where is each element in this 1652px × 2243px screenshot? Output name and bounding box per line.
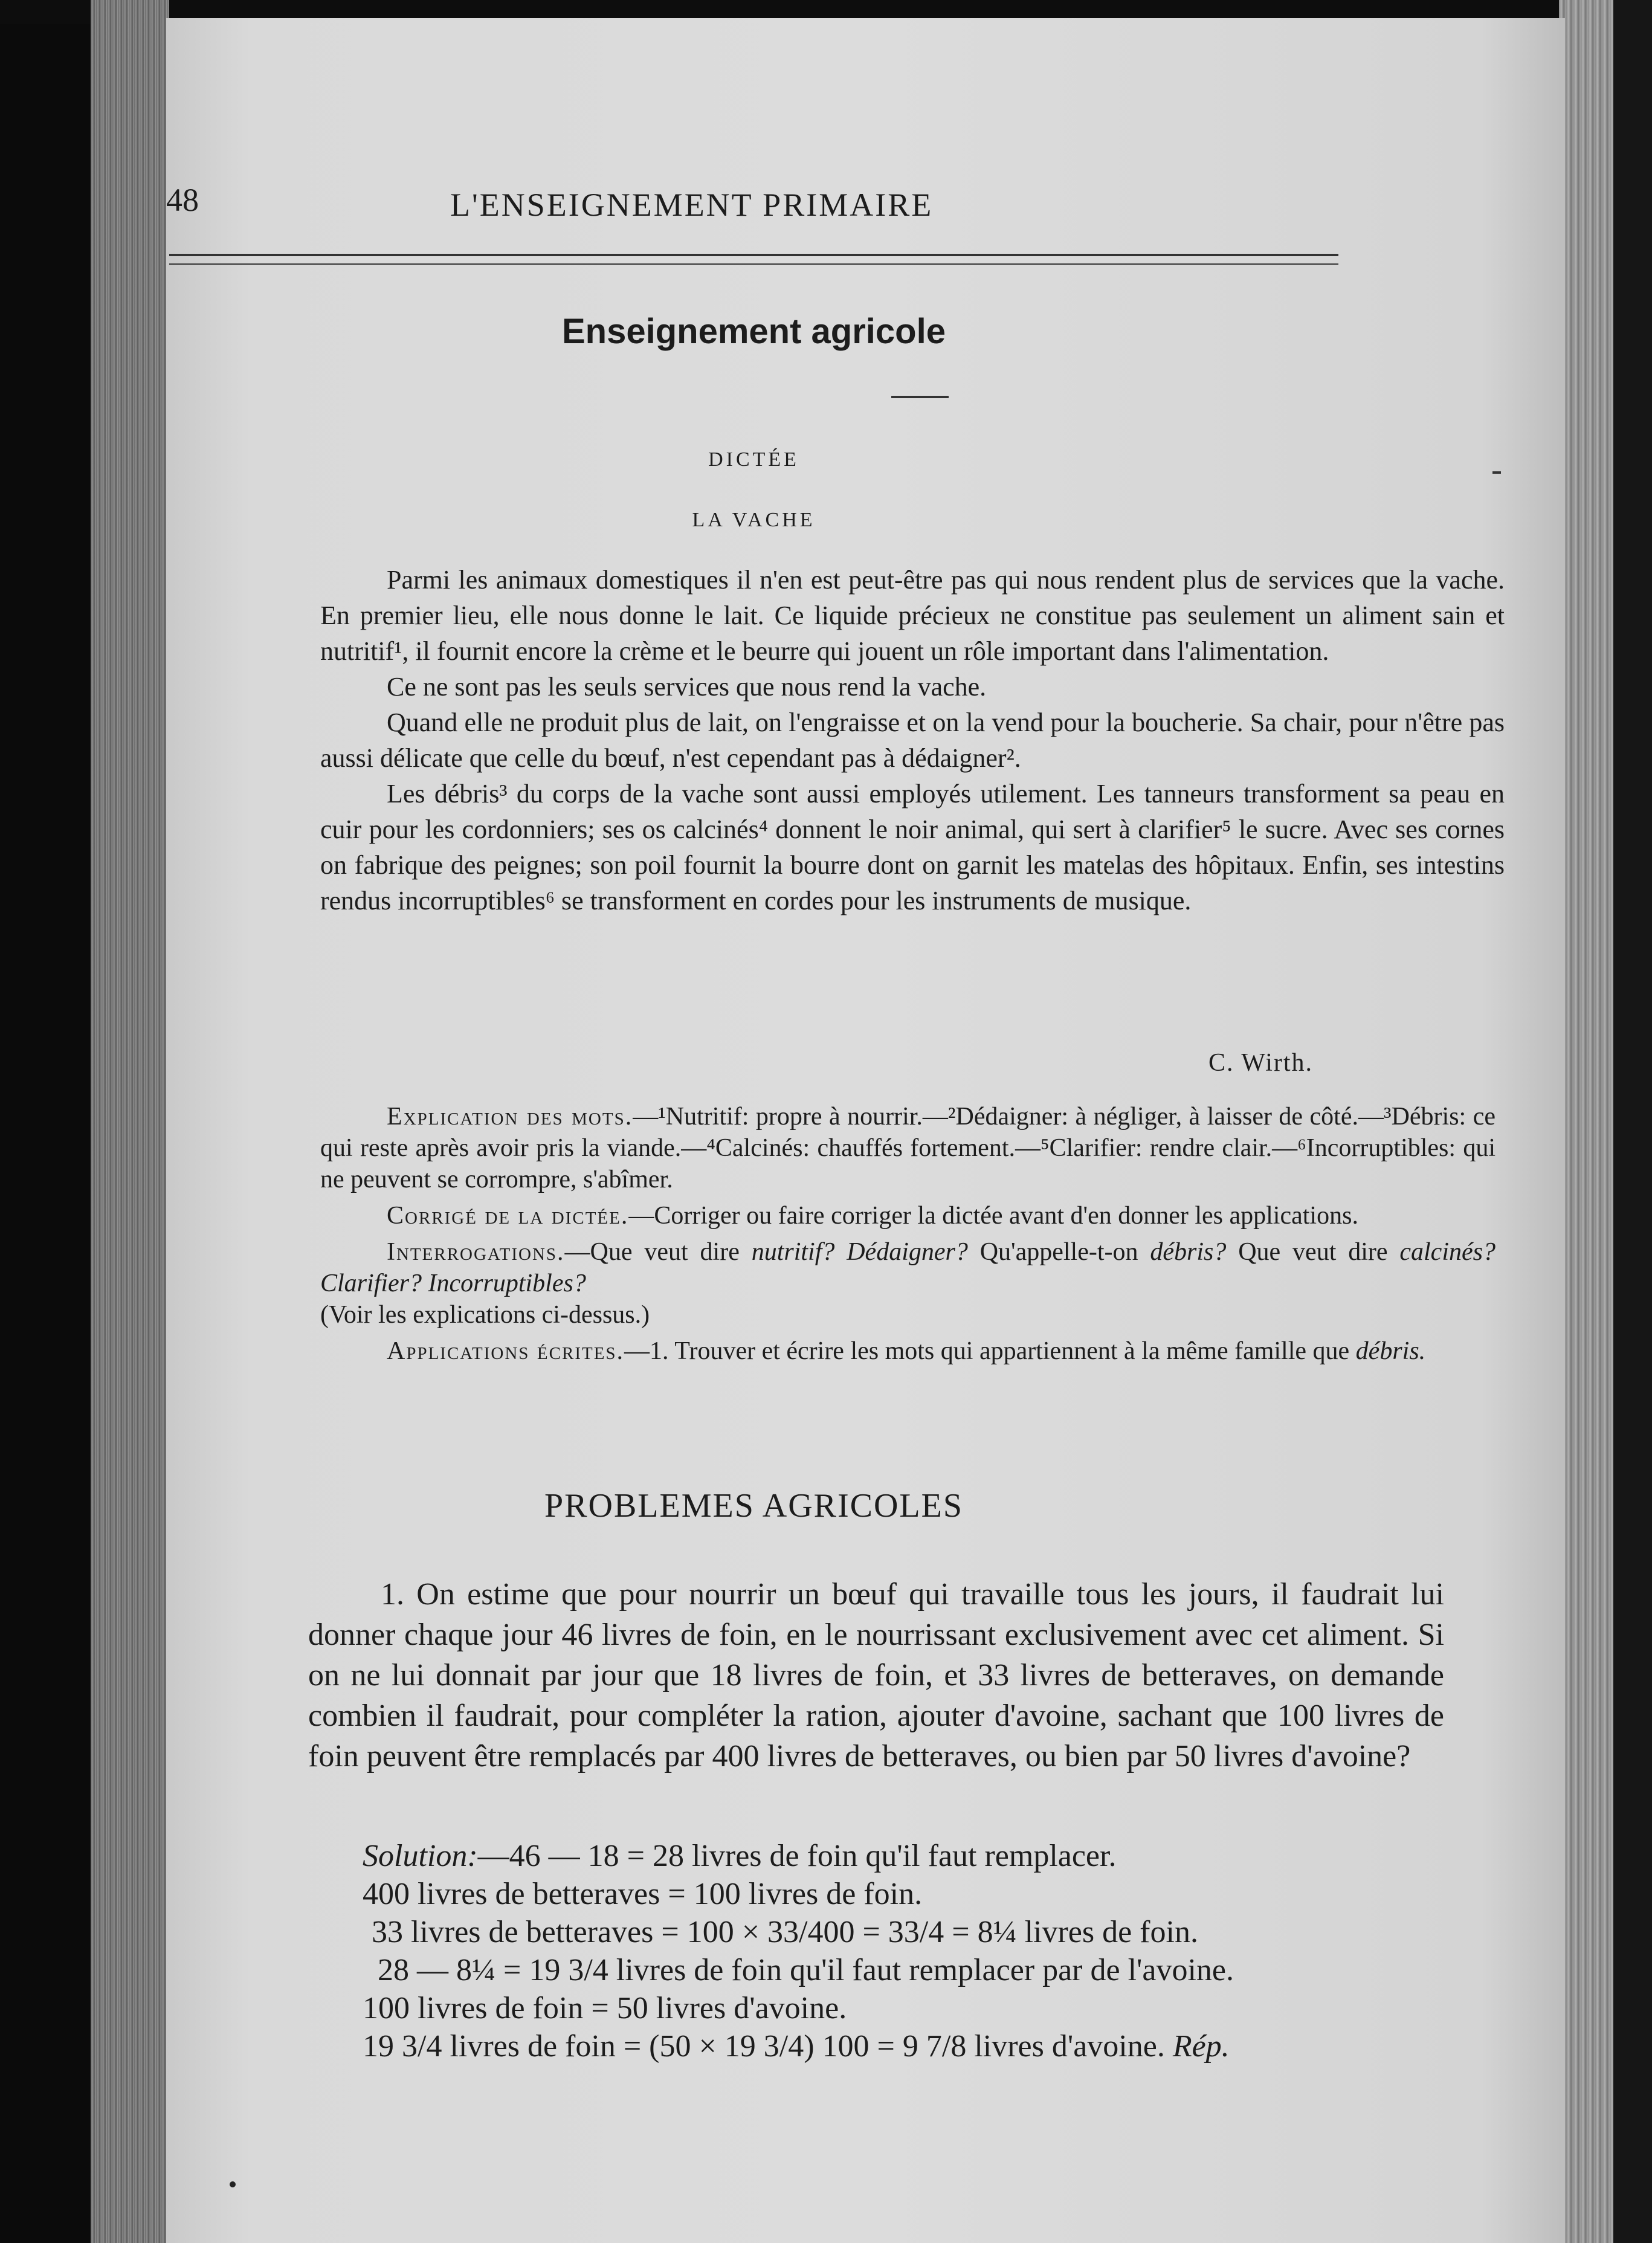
section-divider [891, 396, 949, 398]
note-corrige [320, 1200, 1496, 1231]
section-title: Enseignement agricole [562, 312, 946, 351]
solution-line [363, 1837, 1511, 1875]
note-text-italic: débris. [1355, 1337, 1426, 1365]
dictee-paragraph: Parmi les animaux domestiques il n'en est peut-être pas qui nous rendent plus de services que la vache. En premier lieu, elle nous donne le lait. Ce liquide précieux ne constitue pas seulement un aliment sain et nutritif¹, il fournit encore la crème et le beurre qui jouent un rôle important dans l'alimentation. [320, 565, 1505, 666]
note-label: Applications écrites. [387, 1337, 625, 1365]
running-title: L'ENSEIGNEMENT PRIMAIRE [450, 187, 934, 223]
page-stack-left [91, 0, 169, 2243]
solution-line [363, 2027, 1511, 2065]
note-explication [320, 1101, 1496, 1195]
note-text: —1. Trouver et écrire les mots qui appartiennent à la même famille que [624, 1337, 1356, 1365]
header-rule-thick [169, 254, 1338, 256]
note-text: Qu'appelle-t-on [967, 1238, 1150, 1266]
solution-text: 19 3/4 livres de foin = (50 × 19 3/4) 100 = 9 7/8 livres d'avoine. [363, 2029, 1165, 2064]
note-text-italic: calcinés? Clarifier? Incorruptibles? [320, 1238, 1496, 1297]
note-text: —Corriger ou faire corriger la dictée avant d'en donner les applications. [628, 1202, 1358, 1230]
dictee-subtitle: LA VACHE [692, 509, 816, 531]
solution-line: 100 livres de foin = 50 livres d'avoine. [363, 1991, 847, 2025]
dictee-label: DICTÉE [708, 448, 799, 471]
dictee-paragraph: Quand elle ne produit plus de lait, on l'engraisse et on la vend pour la boucherie. Sa chair, pour n'être pas aussi délicate que celle du bœuf, n'est cependant pas à dédaigner². [320, 708, 1505, 773]
page-speck [230, 2181, 236, 2187]
solution-label: Solution: [363, 1839, 478, 1873]
margin-mark [1492, 471, 1501, 474]
problems-title: PROBLEMES AGRICOLES [544, 1487, 963, 1525]
dictee-paragraph: Ce ne sont pas les seuls services que nous rend la vache. [387, 672, 987, 702]
dictee-author: C. Wirth. [1208, 1049, 1314, 1077]
note-label: Corrigé de la dictée. [387, 1202, 629, 1230]
note-text: Que veut dire [1226, 1238, 1400, 1266]
dictee-text [320, 562, 1505, 918]
note-text: —Que veut dire [564, 1238, 752, 1266]
solution-block [363, 1837, 1511, 2065]
note-interrogations [320, 1236, 1496, 1331]
note-text: —¹Nutritif: propre à nourrir.—²Dédaigner: à négliger, à laisser de côté.—³Débris: ce qui reste après avoir pris la viande.—⁴Calcinés: chauffés fortement.—⁵Clarifier: rendre clair.—⁶Incorruptibles: qui ne peuvent se corrompre, s'abîmer. [320, 1103, 1496, 1193]
note-text-italic: nutritif? Dédaigner? [751, 1238, 968, 1266]
note-label: Interrogations. [387, 1238, 565, 1266]
problem-text: 1. On estime que pour nourrir un bœuf qui travaille tous les jours, il faudrait lui donner chaque jour 46 livres de foin, en le nourrissant exclusivement avec cet aliment. Si on ne lui donnait par jour que 18 livres de foin, et 33 livres de betteraves, on demande combien il faudrait, pour compléter la ration, ajouter d'avoine, sachant que 100 livres de foin peuvent être remplacés par 400 livres de betteraves, ou bien par 50 livres d'avoine? [308, 1577, 1444, 1773]
solution-line: 400 livres de betteraves = 100 livres de foin. [363, 1877, 923, 1911]
page-stack-right [1559, 0, 1613, 2243]
page-number: 48 [166, 182, 199, 218]
solution-text: —46 — 18 = 28 livres de foin qu'il faut remplacer. [477, 1839, 1117, 1873]
problem-1 [308, 1574, 1444, 1777]
note-label: Explication des mots. [387, 1103, 633, 1131]
solution-line: 28 — 8¼ = 19 3/4 livres de foin qu'il faut remplacer par de l'avoine. [378, 1953, 1234, 1987]
solution-line: 33 livres de betteraves = 100 × 33/400 = 33/4 = 8¼ livres de foin. [372, 1915, 1198, 1949]
note-text-italic: débris? [1150, 1238, 1227, 1266]
solution-answer-label: Rép. [1172, 2029, 1230, 2064]
dictee-notes [320, 1101, 1496, 1372]
note-applications [320, 1335, 1496, 1367]
note-voir: (Voir les explications ci-dessus.) [320, 1301, 650, 1329]
running-head [166, 181, 1314, 230]
header-rule-thin [169, 263, 1338, 265]
dictee-paragraph: Les débris³ du corps de la vache sont aussi employés utilement. Les tanneurs transforment sa peau en cuir pour les cordonniers; ses os calcinés⁴ donnent le noir animal, qui sert à clarifier⁵ le sucre. Avec ses cornes on fabrique des peignes; son poil fournit la bourre dont on garnit les matelas des hôpitaux. Enfin, ses intestins rendus incorruptibles⁶ se transforment en cordes pour les instruments de musique. [320, 779, 1505, 915]
